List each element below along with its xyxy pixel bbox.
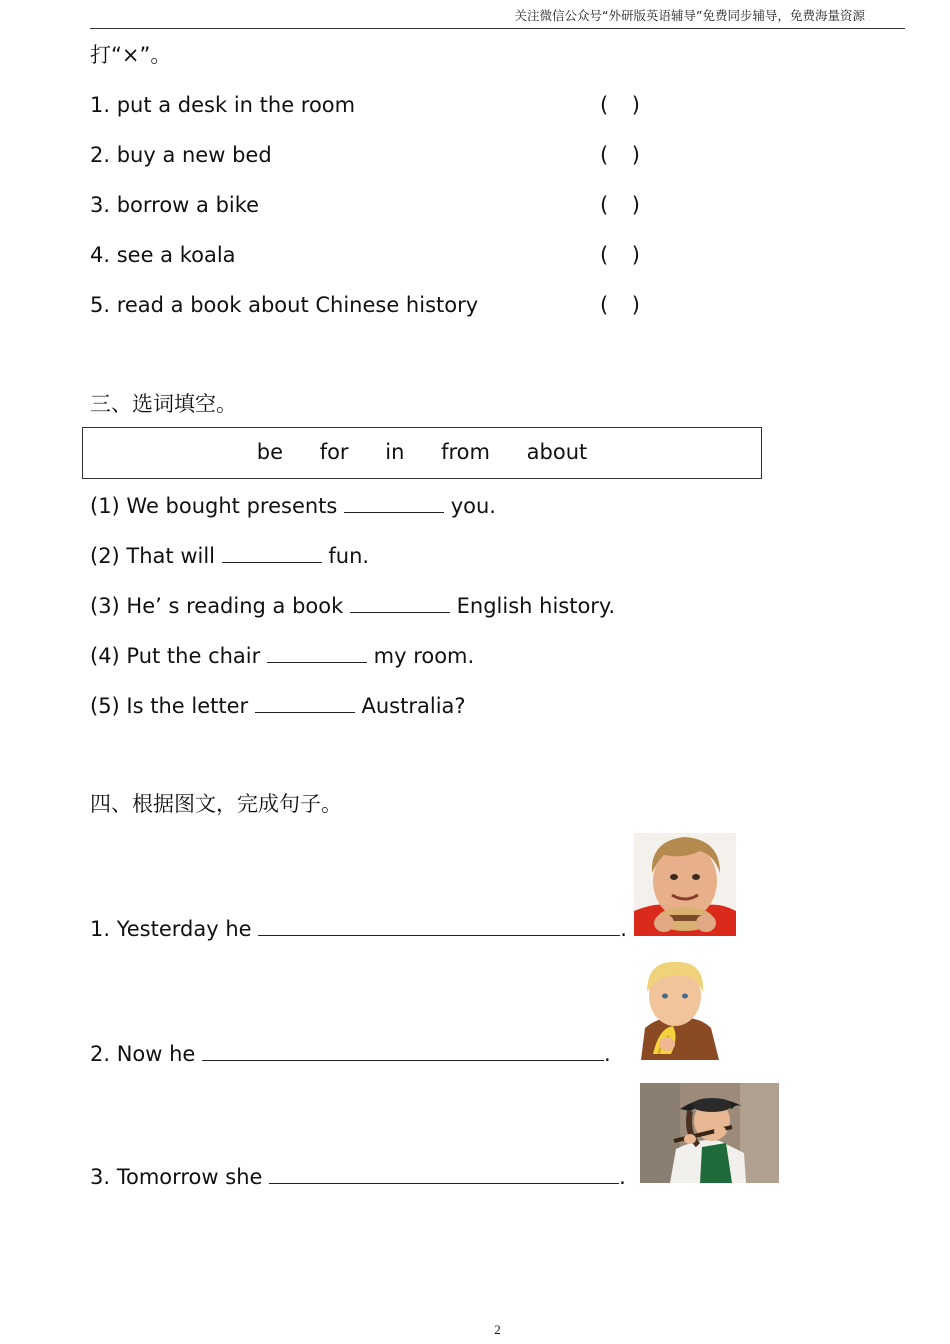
check-item: 1. put a desk in the room [90, 93, 356, 117]
word-option: for [319, 440, 349, 464]
fill-sentence: (3) He’ s reading a book English history. [90, 594, 616, 618]
part3-title: 三、选词填空。 [90, 392, 237, 416]
word-option: be [256, 440, 283, 464]
picture-sentence: 1. Yesterday he . [90, 917, 627, 941]
word-bank-box [82, 427, 762, 479]
fill-sentence: (5) Is the letter Australia? [90, 694, 466, 718]
fill-sentence: (4) Put the chair my room. [90, 644, 475, 668]
check-item: 4. see a koala [90, 243, 236, 267]
part2-instruction: 打“×”。 [90, 43, 172, 67]
answer-paren[interactable]: ( ) [600, 243, 640, 267]
fill-sentence: (1) We bought presents you. [90, 494, 496, 518]
check-item: 3. borrow a bike [90, 193, 260, 217]
answer-paren[interactable]: ( ) [600, 93, 640, 117]
child-eating-banana-image [629, 958, 726, 1060]
page-number: 2 [494, 1322, 501, 1337]
picture-sentence: 2. Now he . [90, 1042, 611, 1066]
answer-paren[interactable]: ( ) [600, 293, 640, 317]
part4-title: 四、根据图文，完成句子。 [90, 792, 342, 816]
girl-playing-flute-image [640, 1083, 779, 1183]
header-divider [90, 28, 905, 29]
answer-blank[interactable] [255, 692, 355, 713]
answer-blank[interactable] [344, 492, 444, 513]
picture-sentence: 3. Tomorrow she . [90, 1165, 626, 1189]
page-header: 关注微信公众号“外研版英语辅导”免费同步辅导，免费海量资源 [514, 8, 865, 23]
fill-sentence: (2) That will fun. [90, 544, 370, 568]
answer-blank[interactable] [350, 592, 450, 613]
word-option: in [385, 440, 405, 464]
check-item: 2. buy a new bed [90, 143, 272, 167]
answer-blank[interactable] [258, 915, 620, 936]
answer-blank[interactable] [267, 642, 367, 663]
word-bank [83, 440, 761, 464]
check-item: 5. read a book about Chinese history [90, 293, 479, 317]
word-option: about [526, 440, 588, 464]
answer-blank[interactable] [202, 1040, 604, 1061]
answer-blank[interactable] [222, 542, 322, 563]
word-option: from [441, 440, 490, 464]
answer-paren[interactable]: ( ) [600, 143, 640, 167]
boy-eating-burger-image [634, 833, 736, 936]
answer-paren[interactable]: ( ) [600, 193, 640, 217]
answer-blank[interactable] [269, 1163, 619, 1184]
